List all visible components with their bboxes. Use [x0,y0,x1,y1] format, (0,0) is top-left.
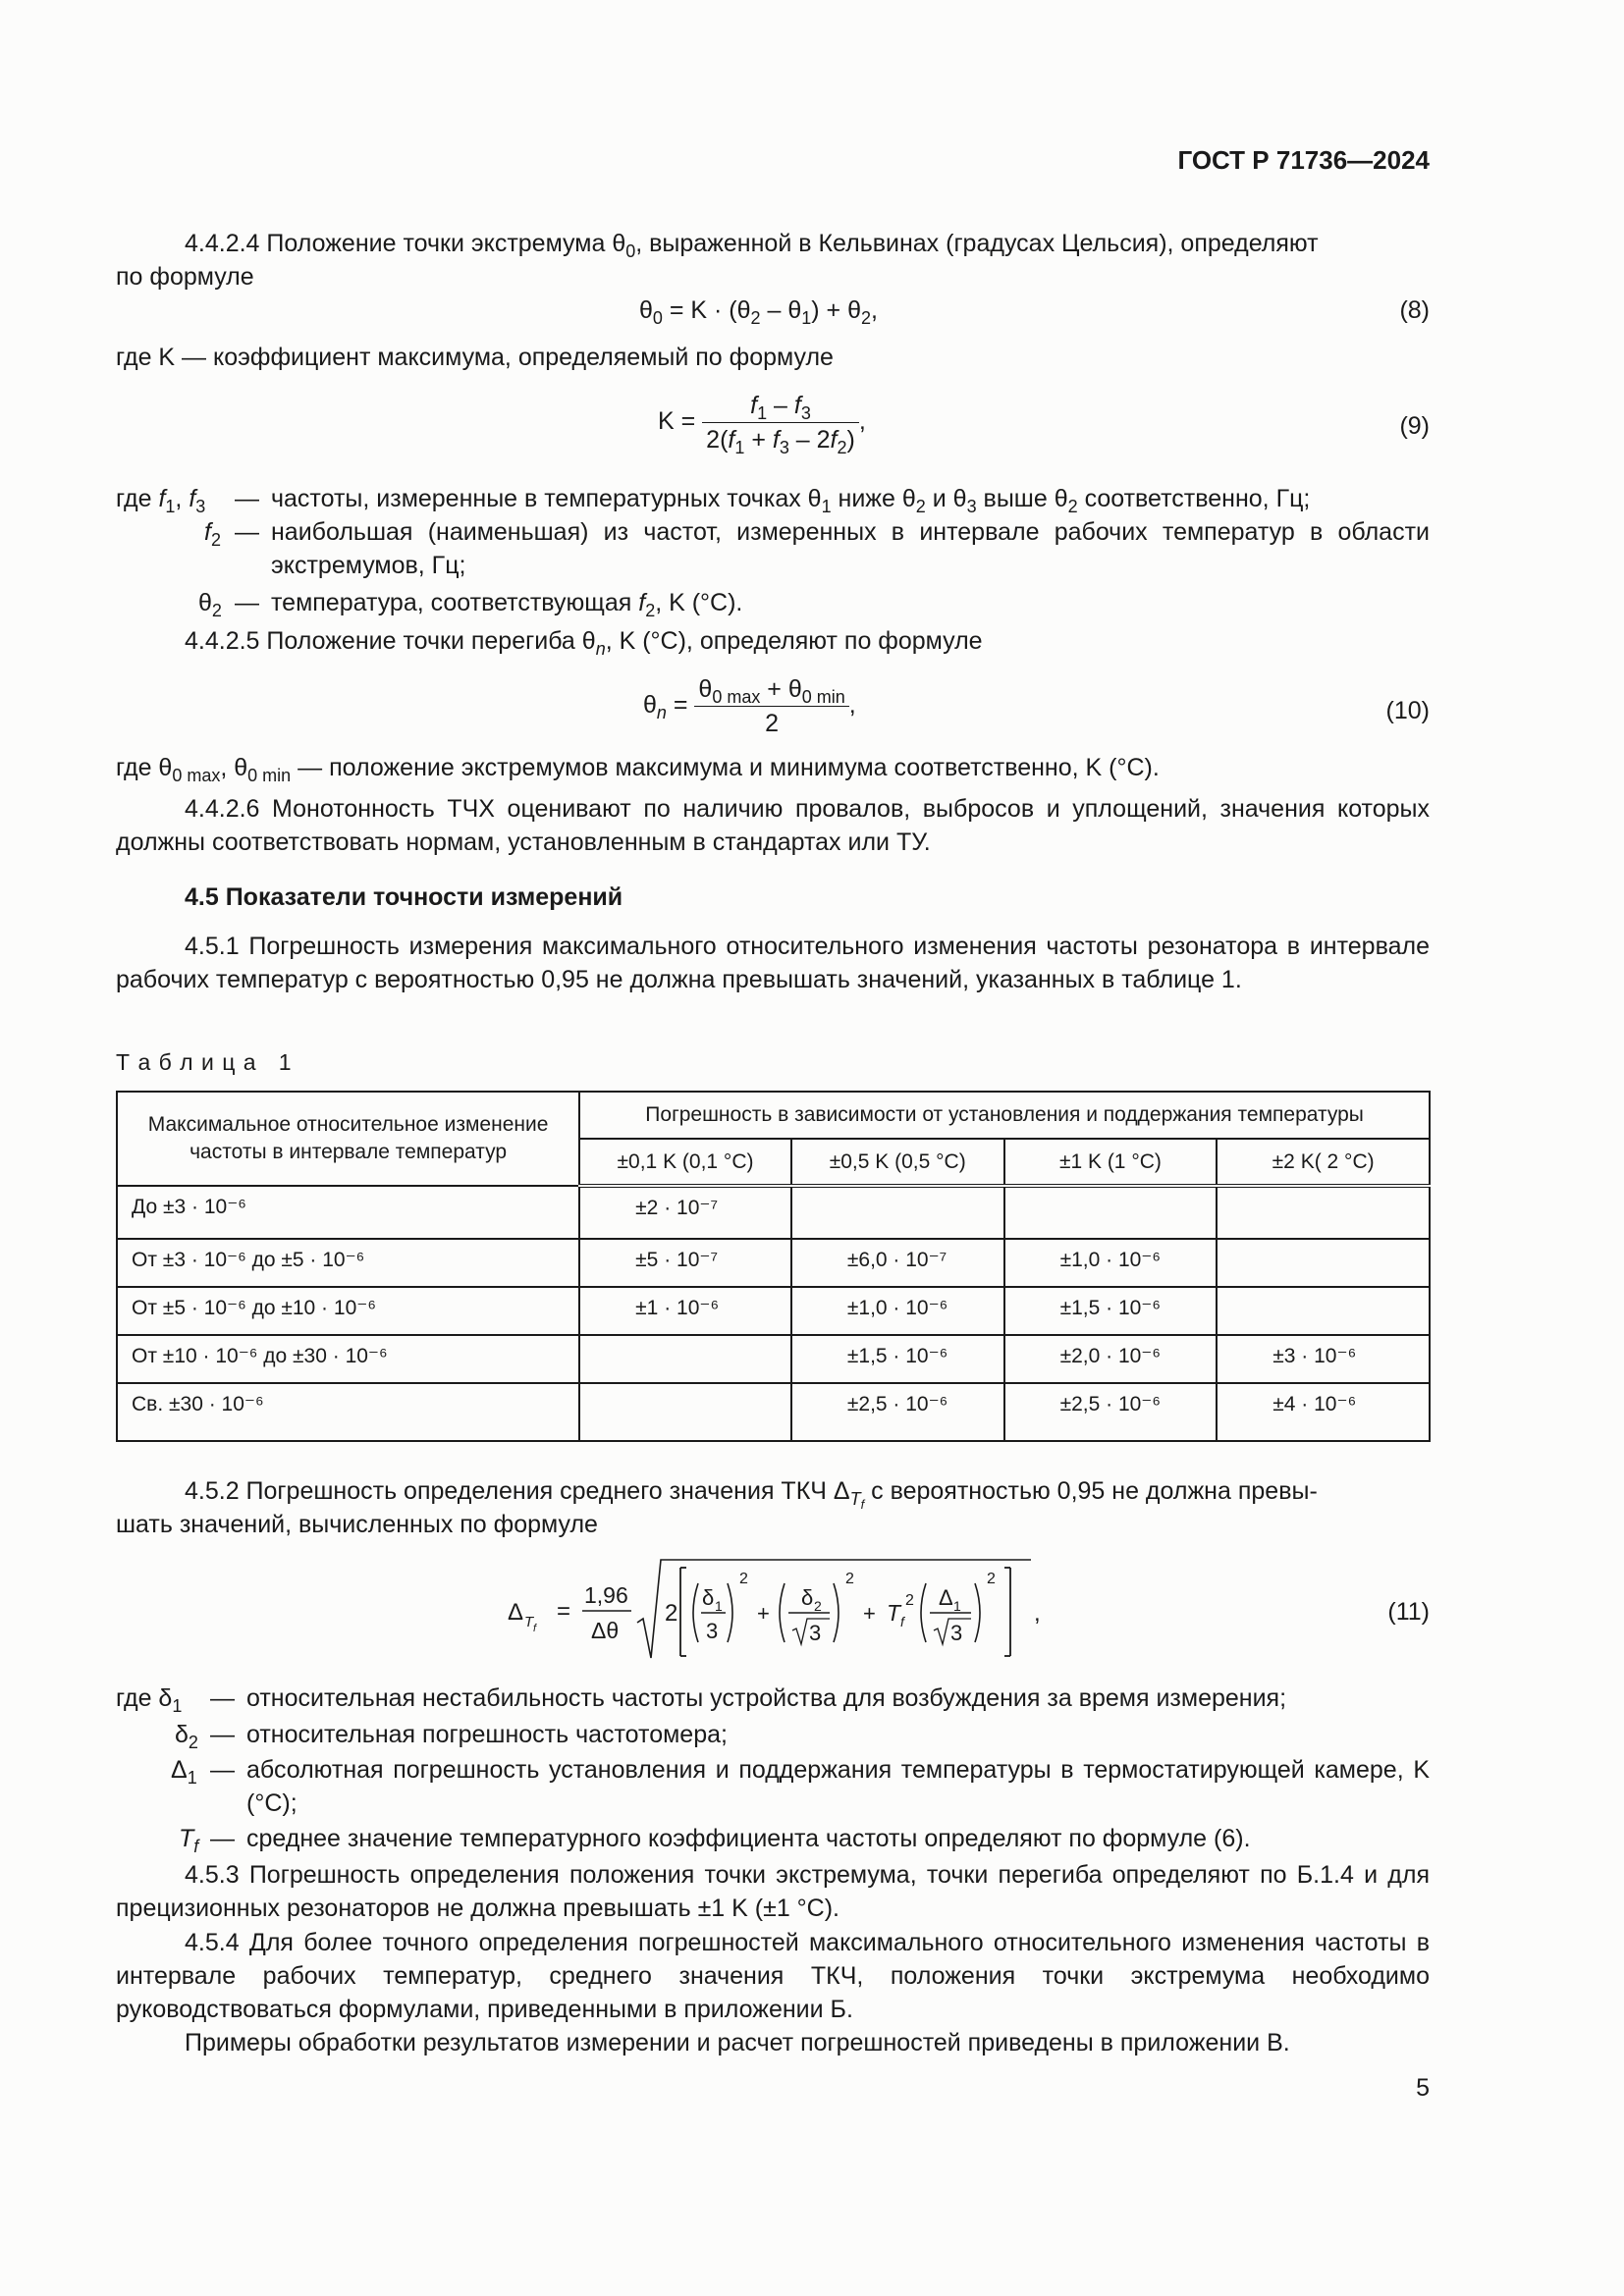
definition-row: $T_f$ — среднее значение температурного коэффициента частоты определяют по формуле (6). [179,1825,1251,1856]
definition-row: $\theta_2$ — температура, соответствующая $f_2$, K (°C). [198,589,743,620]
svg-text:Δθ: Δθ [591,1618,620,1643]
paragraph-4-4-2-6: 4.4.2.6 Монотонность ТЧХ оценивают по наличию провалов, выбросов и уплощений, значения которых должны соответствовать нормам, установленным в стандартах или ТУ. [116,795,1430,856]
table-cell [1217,1239,1430,1287]
table-row [117,1287,1430,1335]
definition-row: $f_2$ — наибольшая (наименьшая) из частот, измеренных в интервале рабочих температур в области экстремумов, Гц; [204,518,1430,579]
table-cell: От ±10 · 10⁻⁶ до ±30 · 10⁻⁶ [117,1335,579,1383]
table-cell: ±1,0 · 10⁻⁶ [791,1287,1004,1335]
svg-text:3: 3 [706,1619,719,1643]
document-code: ГОСТ Р 71736—2024 [1177,145,1430,175]
svg-text:2: 2 [845,1571,854,1587]
table-cell: ±2,5 · 10⁻⁶ [1004,1383,1218,1441]
table-cell: ±1,0 · 10⁻⁶ [1004,1239,1218,1287]
equation-number-8: (8) [1399,296,1430,324]
equation-number-11: (11) [1387,1598,1430,1626]
table-cell: От ±3 · 10⁻⁶ до ±5 · 10⁻⁶ [117,1239,579,1287]
table-row [117,1383,1430,1441]
definition-row: где $f_1$, $f_3$ — частоты, измеренные в температурных точках $\theta_1$ ниже $\theta_2$ и $\theta_3$ выше $\theta_2$ соответственно, Гц; [116,485,1311,516]
table-cell [1217,1287,1430,1335]
table-cell: От ±5 · 10⁻⁶ до ±10 · 10⁻⁶ [117,1287,579,1335]
svg-text:δ: δ [801,1585,814,1610]
paragraph-4-5-2: 4.5.2 Погрешность определения среднего значения ТКЧ $\Delta_{T_f}$ с вероятностью 0,95 не должна превы- [185,1477,1318,1512]
page-number: 5 [1416,2074,1430,2102]
table-cell [579,1383,791,1441]
table-cell: ±1,5 · 10⁻⁶ [791,1335,1004,1383]
table-cell: ±2,0 · 10⁻⁶ [1004,1335,1218,1383]
svg-text:1: 1 [715,1598,723,1614]
svg-text:2: 2 [739,1571,748,1587]
table-subheader: ±2 K( 2 °C) [1217,1139,1430,1186]
formula-10: $\theta_n$ = $\frac{\theta_{0 max} + \theta_{0 min}}{2}$ , [643,672,856,740]
table-cell: ±3 · 10⁻⁶ [1217,1335,1430,1383]
paragraph-4-5-2-cont: шать значений, вычисленных по формуле [116,1511,598,1538]
svg-text:2: 2 [814,1598,822,1614]
table-cell: ±1 · 10⁻⁶ [579,1287,791,1335]
equation-number-10: (10) [1385,697,1430,724]
svg-text:T: T [524,1614,534,1630]
paragraph-4-5-1: 4.5.1 Погрешность измерения максимального относительного изменения частоты резонатора в интервале рабочих температур с вероятностью 0,95 не должна превышать значений, указанных в таблице 1. [116,933,1430,993]
definition-row: $\Delta_1$ — абсолютная погрешность установления и поддержания температуры в термостатирующей камере, K (°C); [171,1756,1430,1817]
table-cell [1217,1186,1430,1239]
paragraph-4-5-3: 4.5.3 Погрешность определения положения точки экстремума, точки перегиба определяют по Б.1.4 и для прецизионных резонаторов не должна превышать ±1 K (±1 °C). [116,1861,1430,1922]
definition-row: где $\delta_1$ — относительная нестабильность частоты устройства для возбуждения за время измерения; [116,1684,1287,1716]
svg-text:+: + [757,1601,770,1626]
section-title-4-5: 4.5 Показатели точности измерений [185,883,623,911]
svg-text:f: f [533,1623,537,1634]
table-cell: ±4 · 10⁻⁶ [1217,1383,1430,1441]
svg-text:=: = [557,1598,571,1625]
paragraph-examples: Примеры обработки результатов измерении и расчет погрешностей приведены в приложении В. [185,2029,1290,2056]
svg-text:1: 1 [953,1598,961,1614]
table-cell [1004,1186,1218,1239]
table-row [117,1186,1430,1239]
svg-text:δ: δ [702,1585,715,1610]
where-theta-extrema: где $\theta_{0 max}$, $\theta_{0 min}$ — положение экстремумов максимума и минимума соответственно, K (°C). [116,754,1160,785]
table-subheader: ±0,5 K (0,5 °C) [791,1139,1004,1186]
svg-text:Δ: Δ [939,1585,953,1610]
formula-11 [506,1554,1056,1662]
definition-row: $\delta_2$ — относительная погрешность частотомера; [175,1721,728,1752]
svg-text:2: 2 [665,1600,678,1627]
equation-number-9: (9) [1399,412,1430,440]
svg-text:Δ: Δ [508,1599,524,1626]
table-cell: До ±3 · 10⁻⁶ [117,1186,579,1239]
table-cell: ±6,0 · 10⁻⁷ [791,1239,1004,1287]
paragraph-4-4-2-4-cont: по формуле [116,263,254,291]
where-k-text: где K — коэффициент максимума, определяемый по формуле [116,344,834,371]
paragraph-4-4-2-4: 4.4.2.4 Положение точки экстремума $\theta_0$, выраженной в Кельвинах (градусах Цельсия), определяют [185,230,1319,261]
paragraph-4-5-4: 4.5.4 Для более точного определения погрешностей максимального относительного изменения частоты в интервале рабочих температур, среднего значения ТКЧ, положения точки экстремума необходимо руководствоваться формулами, приведенными в приложении Б. [116,1929,1430,2023]
table-cell: ±1,5 · 10⁻⁶ [1004,1287,1218,1335]
svg-text:f: f [900,1614,904,1629]
formula-9: K = $\frac{f_1 - f_3}{2(f_1 + f_3 - 2f_2)}$ , [658,389,866,456]
svg-text:T: T [887,1600,901,1626]
svg-text:2: 2 [905,1592,914,1609]
table-header-group: Погрешность в зависимости от установления и поддержания температуры [579,1092,1430,1139]
table-row [117,1335,1430,1383]
table-cell [579,1335,791,1383]
svg-text:3: 3 [950,1621,963,1645]
table-cell: ±5 · 10⁻⁷ [579,1239,791,1287]
svg-text:2: 2 [987,1571,996,1587]
paragraph-4-4-2-5: 4.4.2.5 Положение точки перегиба $\theta_n$, K (°C), определяют по формуле [185,627,983,659]
table-caption: Т а б л и ц а 1 [116,1049,293,1075]
formula-8: $\theta_0 = K \cdot (\theta_2 - \theta_1) + \theta_2$, [639,296,878,328]
table-header-col0: Максимальное относительное изменение частоты в интервале температур [117,1092,579,1186]
table-1 [116,1091,1431,1442]
table-subheader: ±1 K (1 °C) [1004,1139,1218,1186]
svg-text:+: + [863,1601,876,1626]
svg-text:,: , [1034,1600,1041,1627]
table-cell: ±2 · 10⁻⁷ [579,1186,791,1239]
table-cell [791,1186,1004,1239]
table-cell: Св. ±30 · 10⁻⁶ [117,1383,579,1441]
svg-text:3: 3 [809,1621,822,1645]
table-subheader: ±0,1 K (0,1 °C) [579,1139,791,1186]
table-row [117,1239,1430,1287]
table-cell: ±2,5 · 10⁻⁶ [791,1383,1004,1441]
svg-text:1,96: 1,96 [584,1582,628,1608]
